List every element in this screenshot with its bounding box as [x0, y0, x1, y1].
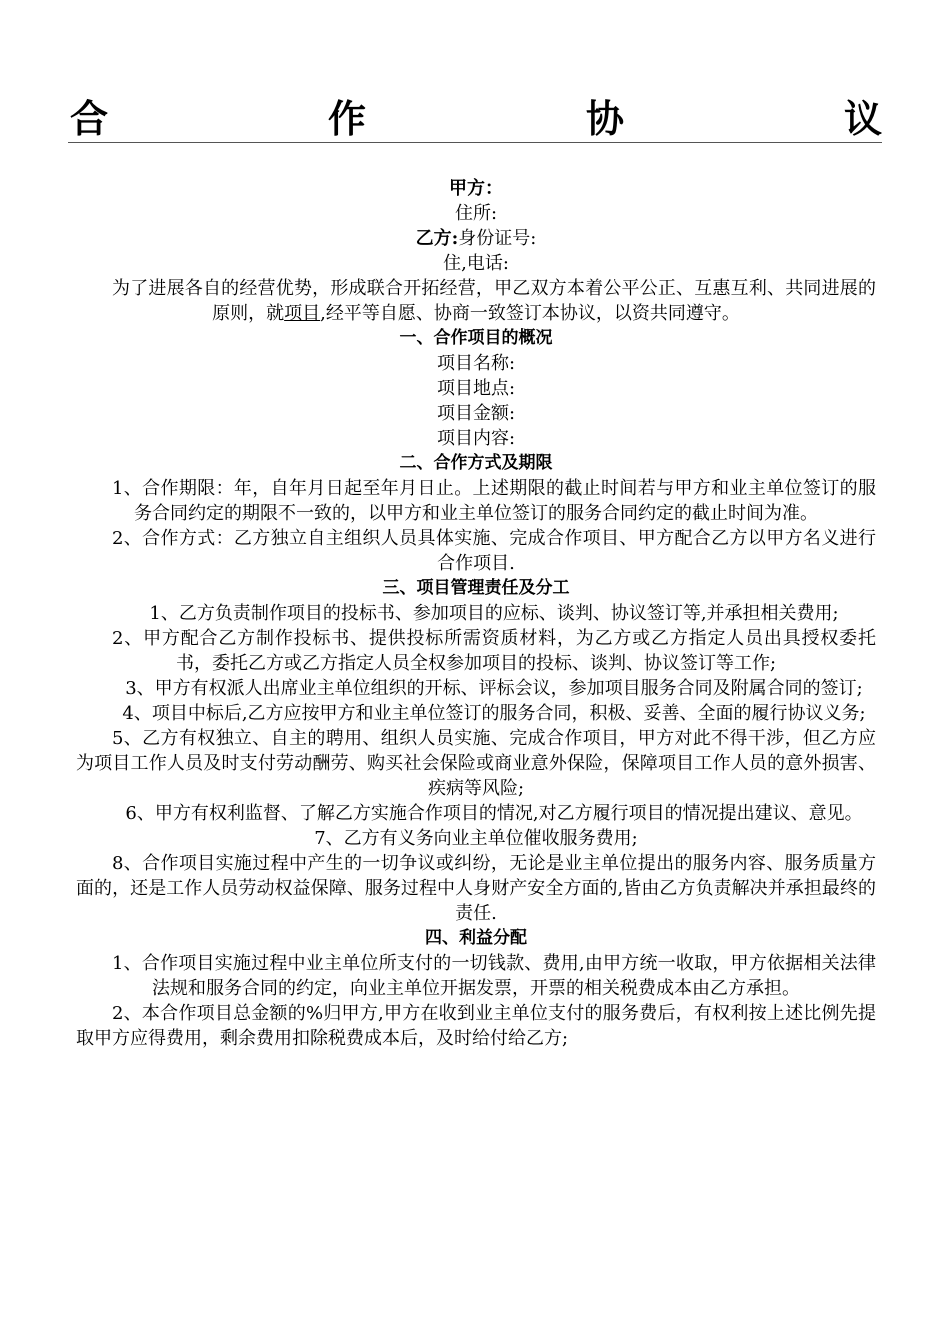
document-title: [70, 96, 882, 142]
clause-paragraph: 2、本合作项目总金额的%归甲方,甲方在收到业主单位支付的服务费后，有权利按上述比例先提取甲方应得费用，剩余费用扣除税费成本后，及时给付给乙方;: [76, 1003, 876, 1049]
title-divider: [68, 142, 882, 143]
section-heading: 二、合作方式及期限: [399, 453, 553, 473]
party-a-label: 甲方：: [449, 178, 503, 199]
clause-paragraph: 3、甲方有权派人出席业主单位组织的开标、评标会议，参加项目服务合同及附属合同的签订;: [125, 678, 863, 699]
intro-paragraph: 为了进展各自的经营优势，形成联合开拓经营，甲乙双方本着公平公正、互惠互利、共同进展的原则，就项目,经平等自愿、协商一致签订本协议，以资共同遵守。: [112, 278, 876, 324]
section-heading: 三、项目管理责任及分工: [382, 578, 570, 598]
clause-paragraph: 2、合作方式：乙方独立自主组织人员具体实施、完成合作项目、甲方配合乙方以甲方名义进行合作项目.: [112, 528, 876, 574]
clause-paragraph: 1、合作期限：年，自年月日起至年月日止。上述期限的截止时间若与甲方和业主单位签订的服务合同约定的期限不一致的，以甲方和业主单位签订的服务合同约定的截止时间为准。: [112, 478, 876, 524]
title-char: 作: [327, 97, 366, 141]
party-a-address: 住所:: [454, 203, 498, 224]
party-b-address-phone: 住,电话:: [443, 253, 509, 274]
clause-paragraph: 5、乙方有权独立、自主的聘用、组织人员实施、完成合作项目，甲方对此不得干涉，但乙方应为项目工作人员及时支付劳动酬劳、购买社会保险或商业意外保险，保障项目工作人员的意外损害、疾病等风险;: [76, 728, 876, 799]
clause-paragraph: 6、甲方有权利监督、了解乙方实施合作项目的情况,对乙方履行项目的情况提出建议、意见。: [125, 803, 863, 824]
title-char: 合: [70, 97, 109, 141]
document-body: [76, 176, 876, 1051]
project-link: 项目: [284, 303, 321, 324]
clause-paragraph: 8、合作项目实施过程中产生的一切争议或纠纷，无论是业主单位提出的服务内容、服务质量方面的，还是工作人员劳动权益保障、服务过程中人身财产安全方面的,皆由乙方负责解决并承担最终的责任.: [76, 853, 876, 924]
section-heading: 四、利益分配: [425, 928, 527, 948]
party-b-line: 乙方:身份证号:: [415, 228, 537, 249]
clause-paragraph: 1、合作项目实施过程中业主单位所支付的一切钱款、费用,由甲方统一收取，甲方依据相关法律法规和服务合同的约定，向业主单位开据发票，开票的相关税费成本由乙方承担。: [112, 953, 876, 999]
title-char: 协: [585, 97, 624, 141]
clause-paragraph: 4、项目中标后,乙方应按甲方和业主单位签订的服务合同，积极、妥善、全面的履行协议义务;: [122, 703, 866, 724]
title-char: 议: [843, 97, 882, 141]
project-content: 项目内容:: [436, 428, 516, 449]
clause-paragraph: 2、甲方配合乙方制作投标书、提供投标所需资质材料，为乙方或乙方指定人员出具授权委托书，委托乙方或乙方指定人员全权参加项目的投标、谈判、协议签订等工作;: [112, 628, 876, 674]
project-amount: 项目金额:: [436, 403, 516, 424]
project-location: 项目地点:: [436, 378, 516, 399]
section-heading: 一、合作项目的概况: [399, 328, 553, 348]
project-name: 项目名称:: [436, 353, 516, 374]
clause-paragraph: 7、乙方有义务向业主单位催收服务费用;: [314, 828, 638, 849]
clause-paragraph: 1、乙方负责制作项目的投标书、参加项目的应标、谈判、协议签订等,并承担相关费用;: [149, 603, 839, 624]
